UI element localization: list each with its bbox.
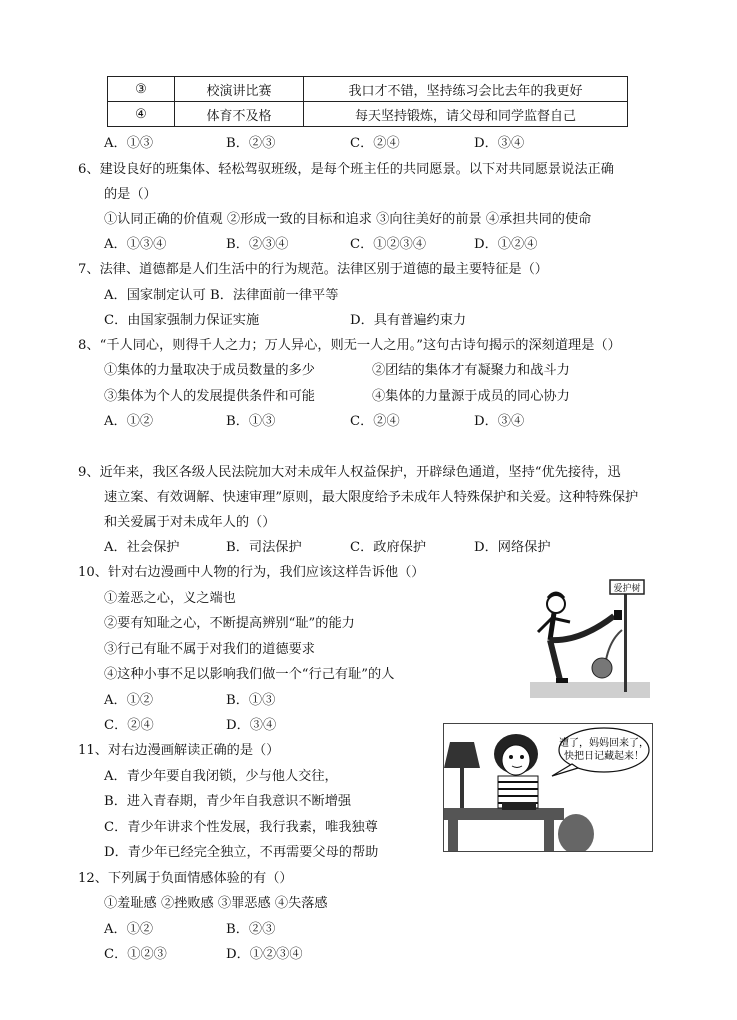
q12-option-b: B．②③ <box>226 922 276 937</box>
plan-table <box>107 76 628 127</box>
q6-option-d: D．①②④ <box>474 237 538 252</box>
q8-statement-3: ③集体为个人的发展提供条件和可能 <box>104 389 315 404</box>
q7-option-c: C．由国家强制力保证实施 <box>104 313 260 328</box>
q8-stem: 8、“千人同心，则得千人之力；万人异心，则无一人之用。”这句古诗句揭示的深刻道理是（） <box>78 338 621 353</box>
q10-stem: 10、针对右边漫画中人物的行为，我们应该这样告诉他（） <box>78 565 425 580</box>
q12-statements: ①羞耻感 ②挫败感 ③罪恶感 ④失落感 <box>104 896 328 911</box>
table-cell-num: ④ <box>108 102 175 127</box>
q5-option-c: C．②④ <box>350 136 400 151</box>
table-cell-plan: 我口才不错，坚持练习会比去年的我更好 <box>304 77 628 102</box>
q9-stem-line1: 9、近年来，我区各级人民法院加大对未成年人权益保护，开辟绿色通道，坚持“优先接待，迅 <box>78 465 621 480</box>
q8-option-c: C．②④ <box>350 414 400 429</box>
q5-option-d: D．③④ <box>474 136 525 151</box>
q10-option-a: A．①② <box>104 693 154 708</box>
q12-option-c: C．①②③ <box>104 947 167 962</box>
q9-stem-line3: 和关爱属于对未成年人的（） <box>104 515 276 530</box>
q10-option-c: C．②④ <box>104 718 154 733</box>
q6-stem-line1: 6、建设良好的班集体、轻松驾驭班级，是每个班主任的共同愿景。以下对共同愿景说法正确 <box>78 162 614 177</box>
table-cell-item: 校演讲比赛 <box>175 77 304 102</box>
bubble-line1: 遭了，妈妈回来了， <box>559 738 649 749</box>
q6-option-b: B．②③④ <box>226 237 289 252</box>
q5-option-b: B．②③ <box>226 136 276 151</box>
cartoon-hiding-diary <box>443 723 653 852</box>
q11-option-a: A．青少年要自我闭锁，少与他人交往， <box>104 769 338 784</box>
q8-option-a: A．①② <box>104 414 154 429</box>
q8-statement-2: ②团结的集体才有凝聚力和战斗力 <box>372 363 570 378</box>
q10-option-b: B．①③ <box>226 693 276 708</box>
q12-stem: 12、下列属于负面情感体验的有（） <box>78 871 293 886</box>
q5-option-a: A．①③ <box>104 136 154 151</box>
q6-stem-line2: 的是（） <box>104 187 157 202</box>
q12-option-d: D．①②③④ <box>226 947 303 962</box>
q11-stem: 11、对右边漫画解读正确的是（） <box>78 743 280 758</box>
q9-stem-line2: 速立案、有效调解、快速审理”原则，最大限度给予未成年人特殊保护和关爱。这种特殊保护 <box>104 490 639 505</box>
q10-statement-3: ③行己有耻不属于对我们的道德要求 <box>104 642 315 657</box>
q8-option-b: B．①③ <box>226 414 276 429</box>
cartoon-kicking-tree <box>530 570 650 698</box>
q9-option-d: D．网络保护 <box>474 540 551 555</box>
q8-statement-1: ①集体的力量取决于成员数量的多少 <box>104 363 315 378</box>
table-cell-num: ③ <box>108 77 175 102</box>
hiding-diary-illustration <box>444 724 652 851</box>
sign-text: 爱护树 <box>613 584 641 594</box>
q12-option-a: A．①② <box>104 922 154 937</box>
q8-statement-4: ④集体的力量源于成员的同心协力 <box>372 389 570 404</box>
q11-option-c: C．青少年讲求个性发展，我行我素，唯我独尊 <box>104 820 378 835</box>
q11-option-b: B．进入青春期，青少年自我意识不断增强 <box>104 794 352 809</box>
table-cell-plan: 每天坚持锻炼，请父母和同学监督自己 <box>304 102 628 127</box>
kicking-tree-illustration <box>530 570 650 698</box>
q10-statement-1: ①羞恶之心，义之端也 <box>104 591 236 606</box>
q8-option-d: D．③④ <box>474 414 525 429</box>
table-row <box>108 77 628 102</box>
q9-option-c: C．政府保护 <box>350 540 427 555</box>
q7-option-d: D．具有普遍约束力 <box>350 313 467 328</box>
bubble-line2: 快把日记藏起来！ <box>564 751 644 762</box>
q9-option-b: B．司法保护 <box>226 540 302 555</box>
q6-option-c: C．①②③④ <box>350 237 427 252</box>
q10-option-d: D．③④ <box>226 718 277 733</box>
q11-option-d: D．青少年已经完全独立，不再需要父母的帮助 <box>104 845 379 860</box>
q6-statements: ①认同正确的价值观 ②形成一致的目标和追求 ③向往美好的前景 ④承担共同的使命 <box>104 212 592 227</box>
q9-option-a: A．社会保护 <box>104 540 180 555</box>
q10-statement-4: ④这种小事不足以影响我们做一个“行己有耻”的人 <box>104 667 395 682</box>
table-row <box>108 102 628 127</box>
table-cell-item: 体育不及格 <box>175 102 304 127</box>
q7-options-ab: A．国家制定认可 B．法律面前一律平等 <box>104 288 339 303</box>
q10-statement-2: ②要有知耻之心，不断提高辨别“耻”的能力 <box>104 616 355 631</box>
q6-option-a: A．①③④ <box>104 237 167 252</box>
q7-stem: 7、法律、道德都是人们生活中的行为规范。法律区别于道德的最主要特征是（） <box>78 262 548 277</box>
